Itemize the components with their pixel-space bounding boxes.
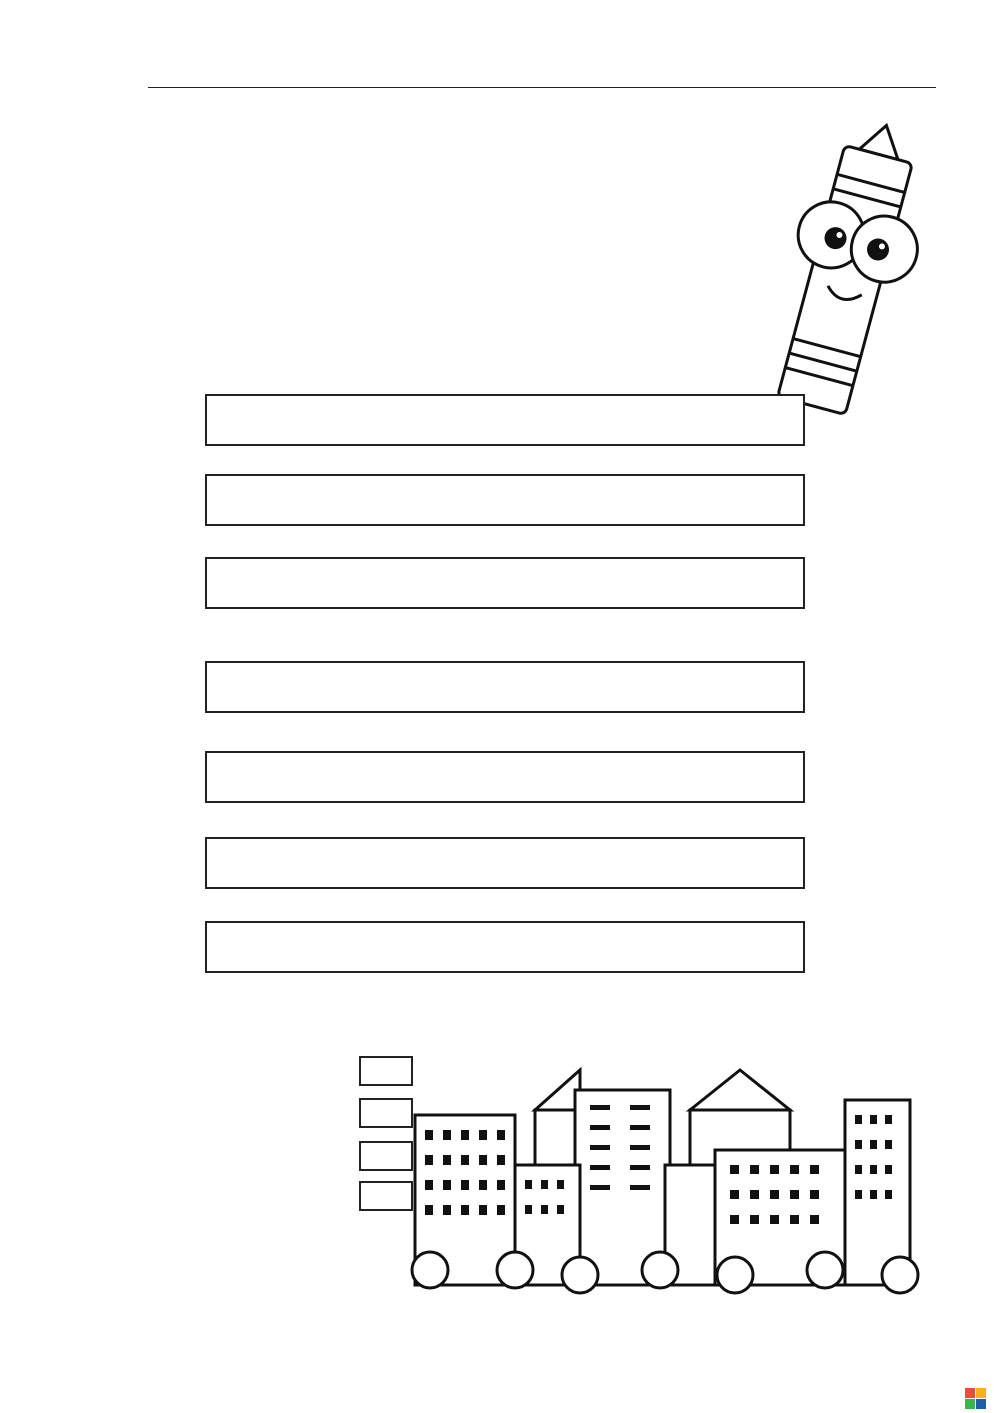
answer-box-municipality[interactable] xyxy=(205,557,805,609)
answer-box-country[interactable] xyxy=(205,394,805,446)
liveworksheets-logo[interactable] xyxy=(965,1388,990,1409)
answer-box-other-cities[interactable] xyxy=(205,837,805,889)
city-buildings-illustration xyxy=(395,1065,930,1315)
name-input-line[interactable] xyxy=(148,87,936,88)
crayon-mascot-illustration xyxy=(765,120,925,440)
liveworksheets-badge-icon xyxy=(965,1388,986,1409)
answer-box-municipalities-count[interactable] xyxy=(205,661,805,713)
answer-box-capital[interactable] xyxy=(205,921,805,973)
answer-box-state[interactable] xyxy=(205,474,805,526)
answer-box-administration[interactable] xyxy=(205,751,805,803)
